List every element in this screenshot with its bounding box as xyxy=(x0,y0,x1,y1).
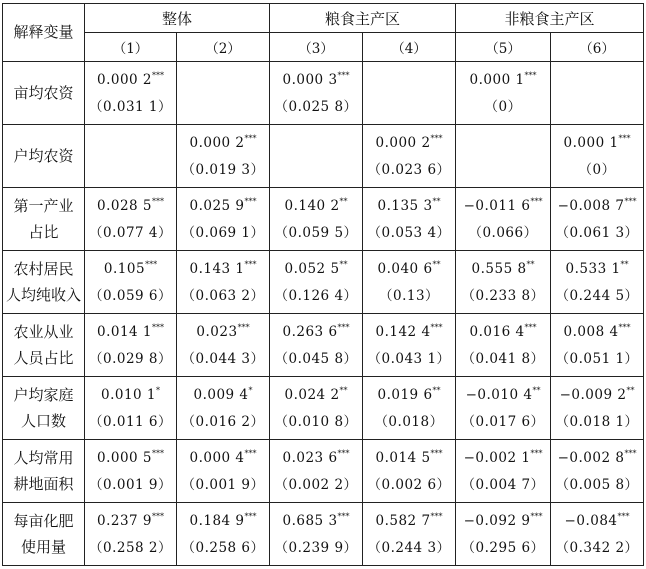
coefficient-line xyxy=(177,450,269,466)
significance-stars: *** xyxy=(624,197,637,206)
standard-error: （0.045 8） xyxy=(274,350,358,367)
significance-stars: *** xyxy=(145,260,158,269)
coefficient-value: −0.002 8 xyxy=(557,450,625,466)
standard-error: （0.063 2） xyxy=(181,287,265,304)
coefficient-value: 0.023 xyxy=(196,324,238,340)
coefficient-value: 0.237 9 xyxy=(96,513,153,529)
estimate-cell xyxy=(270,188,363,251)
significance-stars: *** xyxy=(152,71,165,80)
coefficient-line xyxy=(551,261,643,277)
coefficient-line xyxy=(456,261,550,277)
estimate-cell xyxy=(551,188,644,251)
coefficient-value: −0.011 6 xyxy=(463,198,531,214)
table-row xyxy=(3,251,644,314)
standard-error: （0.13） xyxy=(378,287,440,304)
table-row xyxy=(3,440,644,503)
estimate-cell xyxy=(551,314,644,377)
column-header-3: （3） xyxy=(270,33,363,62)
coefficient-value: 0.000 1 xyxy=(563,135,619,151)
coefficient-line xyxy=(551,198,643,214)
group-header-overall: 整体 xyxy=(85,4,270,33)
standard-error: （0.018） xyxy=(374,413,444,430)
coefficient-line xyxy=(456,513,550,529)
row-label-line: 每亩化肥 xyxy=(13,511,74,530)
coefficient-value: 0.533 1 xyxy=(565,261,621,277)
significance-stars: ** xyxy=(432,386,441,395)
coefficient-line xyxy=(85,198,176,214)
standard-error: （0.244 5） xyxy=(555,287,639,304)
coefficient-value: 0.009 4 xyxy=(193,387,249,403)
empty-cell xyxy=(456,125,551,188)
coefficient-value: 0.263 6 xyxy=(282,324,338,340)
significance-stars: *** xyxy=(430,512,443,521)
table-row xyxy=(3,188,644,251)
row-label-line: 人员占比 xyxy=(13,349,74,367)
coefficient-line xyxy=(85,72,176,88)
coefficient-value: 0.582 7 xyxy=(375,513,431,529)
row-variable-label xyxy=(3,440,85,503)
standard-error: （0.005 8） xyxy=(555,476,639,493)
coefficient-line xyxy=(456,387,550,403)
significance-stars: *** xyxy=(430,323,443,332)
estimate-cell xyxy=(85,503,177,566)
coefficient-line xyxy=(85,387,176,403)
row-label-line: 人均常用 xyxy=(13,448,74,467)
table-row xyxy=(3,377,644,440)
coefficient-line xyxy=(270,72,362,88)
coefficient-line xyxy=(456,450,550,466)
estimate-cell xyxy=(85,314,177,377)
standard-error: （0.077 4） xyxy=(88,224,173,241)
significance-stars: *** xyxy=(244,260,257,269)
estimate-cell xyxy=(270,440,363,503)
standard-error: （0.044 3） xyxy=(181,350,265,367)
coefficient-line xyxy=(456,324,550,340)
significance-stars: *** xyxy=(430,134,443,143)
significance-stars: *** xyxy=(337,323,350,332)
coefficient-value: 0.014 5 xyxy=(375,450,431,466)
coefficient-line xyxy=(363,261,455,277)
row-variable-label xyxy=(3,377,85,440)
coefficient-value: 0.023 6 xyxy=(282,450,338,466)
coefficient-line xyxy=(85,261,176,277)
standard-error: （0.029 8） xyxy=(88,350,173,367)
significance-stars: ** xyxy=(626,386,635,395)
row-variable-label xyxy=(3,251,85,314)
significance-stars: *** xyxy=(530,197,543,206)
standard-error: （0.258 6） xyxy=(181,539,265,556)
coefficient-value: 0.142 4 xyxy=(375,324,431,340)
coefficient-value: 0.000 2 xyxy=(375,135,431,151)
standard-error: （0.010 8） xyxy=(274,413,358,430)
coefficient-value: 0.105 xyxy=(103,261,146,277)
empty-cell xyxy=(363,62,456,125)
standard-error: （0.001 9） xyxy=(88,476,173,493)
estimate-cell xyxy=(85,62,177,125)
estimate-cell xyxy=(456,62,551,125)
coefficient-value: −0.009 2 xyxy=(559,387,627,403)
standard-error: （0.239 9） xyxy=(274,539,358,556)
coefficient-line xyxy=(456,198,550,214)
coefficient-value: 0.000 5 xyxy=(96,450,153,466)
coefficient-value: 0.143 1 xyxy=(189,261,245,277)
coefficient-value: −0.084 xyxy=(564,513,618,529)
row-label-line: 人口数 xyxy=(20,412,66,430)
coefficient-value: 0.000 3 xyxy=(282,72,338,88)
standard-error: （0.041 8） xyxy=(461,350,545,367)
estimate-cell xyxy=(363,188,456,251)
estimate-cell xyxy=(177,440,270,503)
significance-stars: ** xyxy=(526,260,535,269)
header-variable-label: 解释变量 xyxy=(3,4,85,62)
estimate-cell xyxy=(363,440,456,503)
significance-stars: ** xyxy=(432,197,441,206)
significance-stars: * xyxy=(156,386,161,395)
significance-stars: * xyxy=(248,386,253,395)
significance-stars: ** xyxy=(432,260,441,269)
coefficient-value: 0.019 6 xyxy=(377,387,433,403)
coefficient-value: 0.685 3 xyxy=(282,513,338,529)
coefficient-value: 0.008 4 xyxy=(563,324,619,340)
column-header-5: （5） xyxy=(456,33,551,62)
coefficient-value: 0.184 9 xyxy=(189,513,245,529)
row-label-line: 农业从业 xyxy=(13,322,74,341)
significance-stars: *** xyxy=(152,449,165,458)
significance-stars: ** xyxy=(620,260,629,269)
standard-error: （0.053 4） xyxy=(367,224,451,241)
row-label-line: 户均家庭 xyxy=(13,385,74,404)
coefficient-line xyxy=(270,198,362,214)
regression-table xyxy=(2,3,644,566)
estimate-cell xyxy=(177,314,270,377)
estimate-cell xyxy=(270,314,363,377)
coefficient-line xyxy=(363,387,455,403)
coefficient-value: 0.025 9 xyxy=(189,198,245,214)
coefficient-line xyxy=(363,324,455,340)
table-row xyxy=(3,125,644,188)
significance-stars: *** xyxy=(244,134,257,143)
standard-error: （0.342 2） xyxy=(555,539,639,556)
standard-error: （0.018 1） xyxy=(555,413,639,430)
estimate-cell xyxy=(456,314,551,377)
estimate-cell xyxy=(456,503,551,566)
standard-error: （0） xyxy=(578,161,616,178)
row-label-line: 占比 xyxy=(28,223,59,241)
row-label-line: 亩均农资 xyxy=(13,83,74,102)
significance-stars: *** xyxy=(244,512,257,521)
significance-stars: *** xyxy=(337,71,350,80)
coefficient-line xyxy=(270,324,362,340)
estimate-cell xyxy=(270,251,363,314)
significance-stars: *** xyxy=(524,71,537,80)
standard-error: （0.244 3） xyxy=(367,539,451,556)
coefficient-value: 0.135 3 xyxy=(377,198,433,214)
standard-error: （0.069 1） xyxy=(181,224,265,241)
coefficient-value: 0.040 6 xyxy=(377,261,433,277)
empty-cell xyxy=(85,125,177,188)
estimate-cell xyxy=(85,188,177,251)
row-variable-label xyxy=(3,314,85,377)
coefficient-line xyxy=(177,198,269,214)
coefficient-line xyxy=(363,450,455,466)
table-body xyxy=(3,4,644,566)
significance-stars: *** xyxy=(624,449,637,458)
coefficient-value: 0.024 2 xyxy=(284,387,340,403)
coefficient-line xyxy=(177,513,269,529)
coefficient-value: −0.092 9 xyxy=(463,513,531,529)
row-label-line: 人均纯收入 xyxy=(5,286,81,304)
standard-error: （0.023 6） xyxy=(367,161,451,178)
estimate-cell xyxy=(177,503,270,566)
standard-error: （0.059 5） xyxy=(274,224,358,241)
estimate-cell xyxy=(551,251,644,314)
coefficient-line xyxy=(456,72,550,88)
row-variable-label xyxy=(3,503,85,566)
estimate-cell xyxy=(456,188,551,251)
coefficient-line xyxy=(270,450,362,466)
coefficient-line xyxy=(363,198,455,214)
coefficient-value: 0.052 5 xyxy=(284,261,340,277)
significance-stars: ** xyxy=(532,386,541,395)
coefficient-value: 0.014 1 xyxy=(96,324,153,340)
coefficient-line xyxy=(551,135,643,151)
coefficient-line xyxy=(551,513,643,529)
standard-error: （0.066） xyxy=(468,224,538,241)
standard-error: （0.031 1） xyxy=(88,98,173,115)
estimate-cell xyxy=(85,377,177,440)
coefficient-value: −0.010 4 xyxy=(465,387,533,403)
coefficient-value: −0.002 1 xyxy=(463,450,531,466)
standard-error: （0.295 6） xyxy=(461,539,545,556)
standard-error: （0.001 9） xyxy=(181,476,265,493)
significance-stars: *** xyxy=(152,323,165,332)
coefficient-value: −0.008 7 xyxy=(557,198,625,214)
significance-stars: *** xyxy=(152,512,165,521)
standard-error: （0.002 2） xyxy=(274,476,358,493)
significance-stars: *** xyxy=(237,323,250,332)
coefficient-value: 0.000 4 xyxy=(189,450,245,466)
estimate-cell xyxy=(85,440,177,503)
estimate-cell xyxy=(363,251,456,314)
significance-stars: *** xyxy=(337,449,350,458)
coefficient-line xyxy=(177,387,269,403)
coefficient-value: 0.140 2 xyxy=(284,198,340,214)
significance-stars: *** xyxy=(530,449,543,458)
coefficient-value: 0.000 1 xyxy=(469,72,525,88)
estimate-cell xyxy=(551,440,644,503)
header-row-groups xyxy=(3,4,644,33)
coefficient-value: 0.000 2 xyxy=(96,72,153,88)
coefficient-value: 0.028 5 xyxy=(96,198,153,214)
coefficient-line xyxy=(270,513,362,529)
significance-stars: *** xyxy=(617,512,630,521)
estimate-cell xyxy=(363,314,456,377)
table-row xyxy=(3,503,644,566)
significance-stars: *** xyxy=(244,449,257,458)
coefficient-line xyxy=(363,135,455,151)
standard-error: （0.043 1） xyxy=(367,350,451,367)
coefficient-value: 0.016 4 xyxy=(469,324,525,340)
significance-stars: *** xyxy=(618,323,631,332)
estimate-cell xyxy=(551,125,644,188)
estimate-cell xyxy=(456,377,551,440)
estimate-cell xyxy=(363,503,456,566)
table-row xyxy=(3,62,644,125)
header-row-columns xyxy=(3,33,644,62)
row-variable-label xyxy=(3,62,85,125)
row-label-line: 使用量 xyxy=(20,538,66,556)
standard-error: （0.011 6） xyxy=(88,413,173,430)
coefficient-line xyxy=(270,261,362,277)
row-variable-label xyxy=(3,125,85,188)
empty-cell xyxy=(270,125,363,188)
row-variable-label xyxy=(3,188,85,251)
group-header-main-grain: 粮食主产区 xyxy=(270,4,456,33)
standard-error: （0.017 6） xyxy=(461,413,545,430)
standard-error: （0.051 1） xyxy=(555,350,639,367)
coefficient-line xyxy=(85,450,176,466)
coefficient-line xyxy=(177,261,269,277)
coefficient-line xyxy=(270,387,362,403)
coefficient-line xyxy=(177,324,269,340)
coefficient-line xyxy=(551,450,643,466)
column-header-4: （4） xyxy=(363,33,456,62)
standard-error: （0） xyxy=(484,98,522,115)
significance-stars: ** xyxy=(339,386,348,395)
standard-error: （0.016 2） xyxy=(181,413,265,430)
estimate-cell xyxy=(177,125,270,188)
significance-stars: *** xyxy=(244,197,257,206)
coefficient-line xyxy=(363,513,455,529)
coefficient-value: 0.000 2 xyxy=(189,135,245,151)
significance-stars: *** xyxy=(524,323,537,332)
row-label-line: 耕地面积 xyxy=(13,475,74,493)
estimate-cell xyxy=(270,377,363,440)
estimate-cell xyxy=(177,377,270,440)
empty-cell xyxy=(177,62,270,125)
significance-stars: ** xyxy=(339,197,348,206)
standard-error: （0.258 2） xyxy=(88,539,173,556)
estimate-cell xyxy=(363,377,456,440)
standard-error: （0.233 8） xyxy=(461,287,545,304)
standard-error: （0.002 6） xyxy=(367,476,451,493)
standard-error: （0.126 4） xyxy=(274,287,358,304)
column-header-6: （6） xyxy=(551,33,644,62)
empty-cell xyxy=(551,62,644,125)
coefficient-line xyxy=(551,387,643,403)
significance-stars: *** xyxy=(530,512,543,521)
estimate-cell xyxy=(456,440,551,503)
coefficient-value: 0.010 1 xyxy=(100,387,157,403)
coefficient-line xyxy=(85,324,176,340)
estimate-cell xyxy=(177,251,270,314)
row-label-line: 第一产业 xyxy=(13,196,74,215)
significance-stars: *** xyxy=(430,449,443,458)
row-label-line: 户均农资 xyxy=(13,146,74,165)
group-header-non-main-grain: 非粮食主产区 xyxy=(456,4,644,33)
estimate-cell xyxy=(363,125,456,188)
estimate-cell xyxy=(456,251,551,314)
standard-error: （0.061 3） xyxy=(555,224,639,241)
coefficient-line xyxy=(551,324,643,340)
significance-stars: *** xyxy=(152,197,165,206)
row-label-line: 农村居民 xyxy=(13,259,74,278)
standard-error: （0.025 8） xyxy=(274,98,358,115)
table-row xyxy=(3,314,644,377)
estimate-cell xyxy=(270,62,363,125)
standard-error: （0.059 6） xyxy=(88,287,173,304)
coefficient-line xyxy=(85,513,176,529)
column-header-2: （2） xyxy=(177,33,270,62)
significance-stars: *** xyxy=(618,134,631,143)
estimate-cell xyxy=(177,188,270,251)
standard-error: （0.019 3） xyxy=(181,161,265,178)
coefficient-line xyxy=(177,135,269,151)
column-header-1: （1） xyxy=(85,33,177,62)
coefficient-value: 0.555 8 xyxy=(471,261,527,277)
estimate-cell xyxy=(270,503,363,566)
standard-error: （0.004 7） xyxy=(461,476,545,493)
significance-stars: ** xyxy=(339,260,348,269)
significance-stars: *** xyxy=(337,512,350,521)
estimate-cell xyxy=(85,251,177,314)
estimate-cell xyxy=(551,377,644,440)
estimate-cell xyxy=(551,503,644,566)
